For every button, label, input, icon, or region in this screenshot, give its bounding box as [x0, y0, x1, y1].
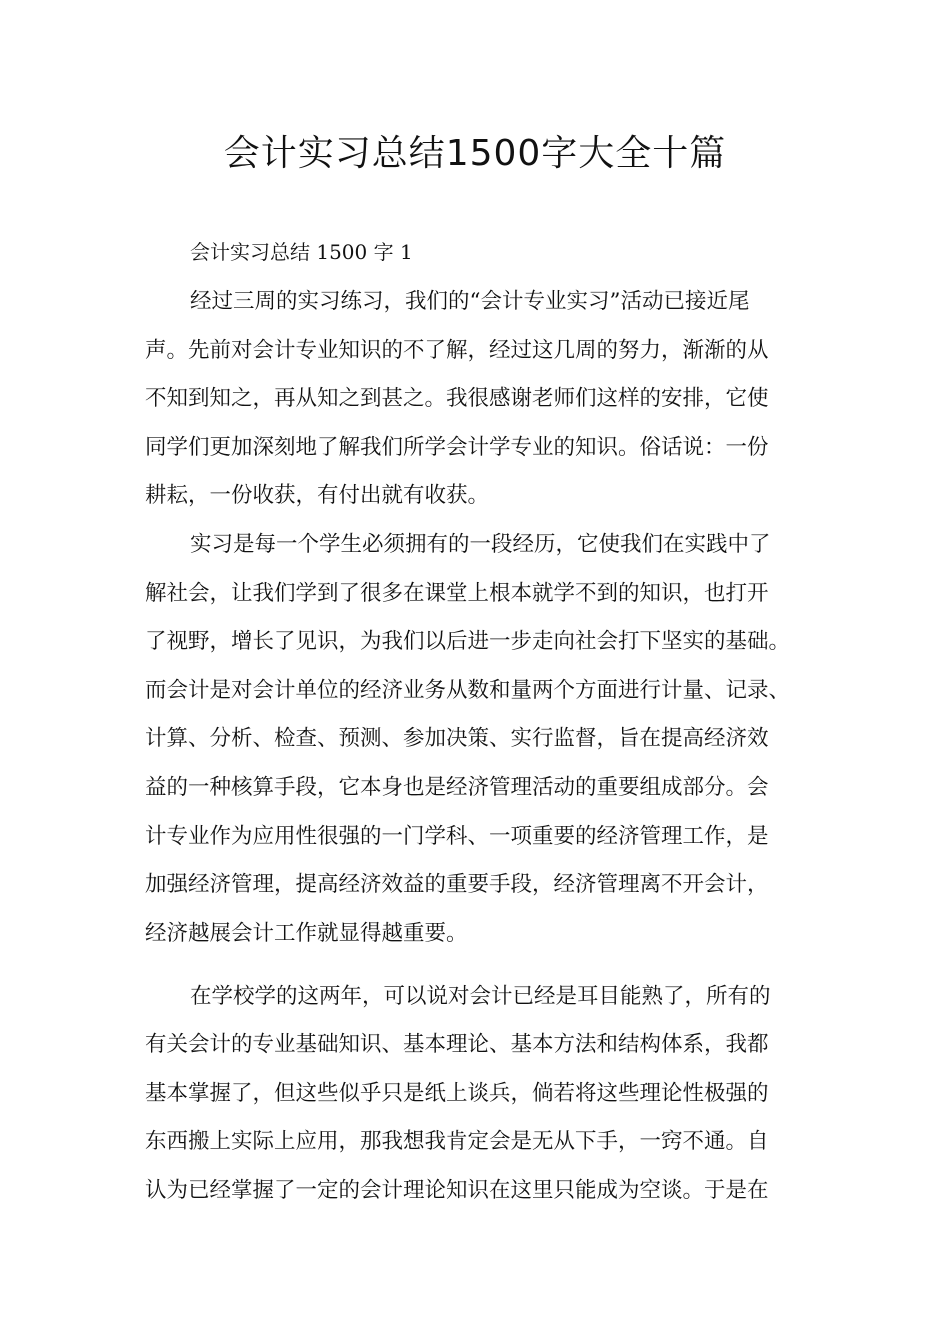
body-line: 东西搬上实际上应用，那我想我肯定会是无从下手，一窍不通。自	[145, 1129, 769, 1154]
document-title: 会计实习总结1500字大全十篇	[223, 133, 727, 174]
body-line: 耕耘，一份收获，有付出就有收获。	[145, 483, 490, 508]
body-line: 了视野，增长了见识，为我们以后进一步走向社会打下坚实的基础。	[145, 629, 791, 654]
body-line: 在学校学的这两年，可以说对会计已经是耳目能熟了，所有的	[190, 984, 771, 1009]
body-line: 益的一种核算手段，它本身也是经济管理活动的重要组成部分。会	[145, 775, 769, 800]
body-line: 经济越展会计工作就显得越重要。	[145, 921, 468, 946]
body-line: 声。先前对会计专业知识的不了解，经过这几周的努力，渐渐的从	[145, 338, 769, 363]
body-line: 认为已经掌握了一定的会计理论知识在这里只能成为空谈。于是在	[145, 1178, 769, 1203]
body-line: 基本掌握了，但这些似乎只是纸上谈兵，倘若将这些理论性极强的	[145, 1081, 769, 1106]
body-line: 解社会，让我们学到了很多在课堂上根本就学不到的知识，也打开	[145, 581, 769, 606]
body-line: 经过三周的实习练习，我们的“会计专业实习”活动已接近尾	[190, 289, 750, 314]
body-line: 同学们更加深刻地了解我们所学会计学专业的知识。俗话说：一份	[145, 435, 769, 460]
body-line: 有关会计的专业基础知识、基本理论、基本方法和结构体系，我都	[145, 1032, 769, 1057]
body-line: 而会计是对会计单位的经济业务从数和量两个方面进行计量、记录、	[145, 678, 791, 703]
body-line: 不知到知之，再从知之到甚之。我很感谢老师们这样的安排，它使	[145, 386, 769, 411]
body-line: 计专业作为应用性很强的一门学科、一项重要的经济管理工作，是	[145, 824, 769, 849]
section-heading: 会计实习总结 1500 字 1	[190, 240, 413, 264]
body-line: 加强经济管理，提高经济效益的重要手段，经济管理离不开会计，	[145, 872, 769, 897]
body-line: 计算、分析、检查、预测、参加决策、实行监督，旨在提高经济效	[145, 726, 769, 751]
body-line: 实习是每一个学生必须拥有的一段经历，它使我们在实践中了	[190, 532, 771, 557]
